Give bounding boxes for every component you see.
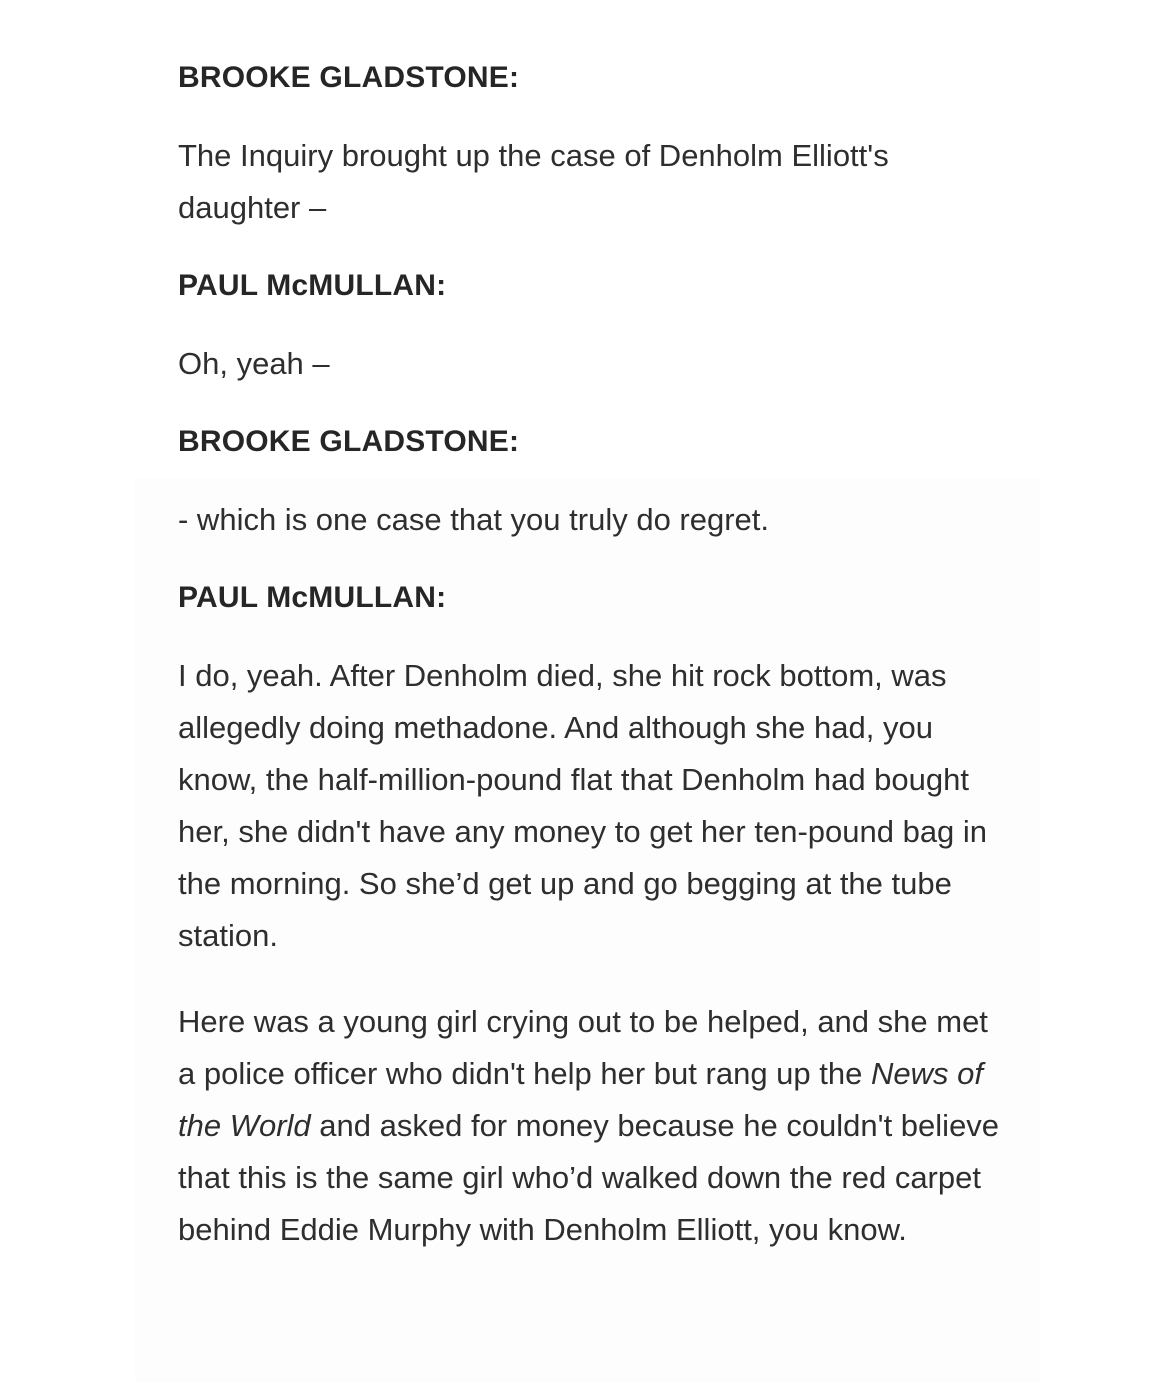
dialogue-paragraph [178,996,1008,1256]
dialogue-paragraph: - which is one case that you truly do regret. [178,502,770,537]
speaker-label: PAUL McMULLAN: [178,581,447,614]
speaker-label: BROOKE GLADSTONE: [178,61,520,94]
paragraph-text: Here was a young girl crying out to be helped, and she met a police officer who didn't help her but rang up the [178,1004,988,1091]
dialogue-paragraph: The Inquiry brought up the case of Denholm Elliott's daughter – [178,138,889,225]
dialogue-paragraph: Oh, yeah – [178,346,330,381]
transcript [178,56,1018,1256]
speaker-label: PAUL McMULLAN: [178,269,447,302]
paragraph-text: and asked for money because he couldn't believe that this is the same girl who’d walked down the red carpet behind Eddie Murphy with Denholm Elliott, you know. [178,1108,1000,1247]
speaker-label: BROOKE GLADSTONE: [178,425,520,458]
dialogue-paragraph: I do, yeah. After Denholm died, she hit rock bottom, was allegedly doing methadone. And although she had, you know, the half-million-pound flat that Denholm had bought her, she didn't have any money to get her ten-pound bag in the morning. So she’d get up and go begging at the tube station. [178,658,988,953]
publication-title: News of the World [178,1056,983,1143]
